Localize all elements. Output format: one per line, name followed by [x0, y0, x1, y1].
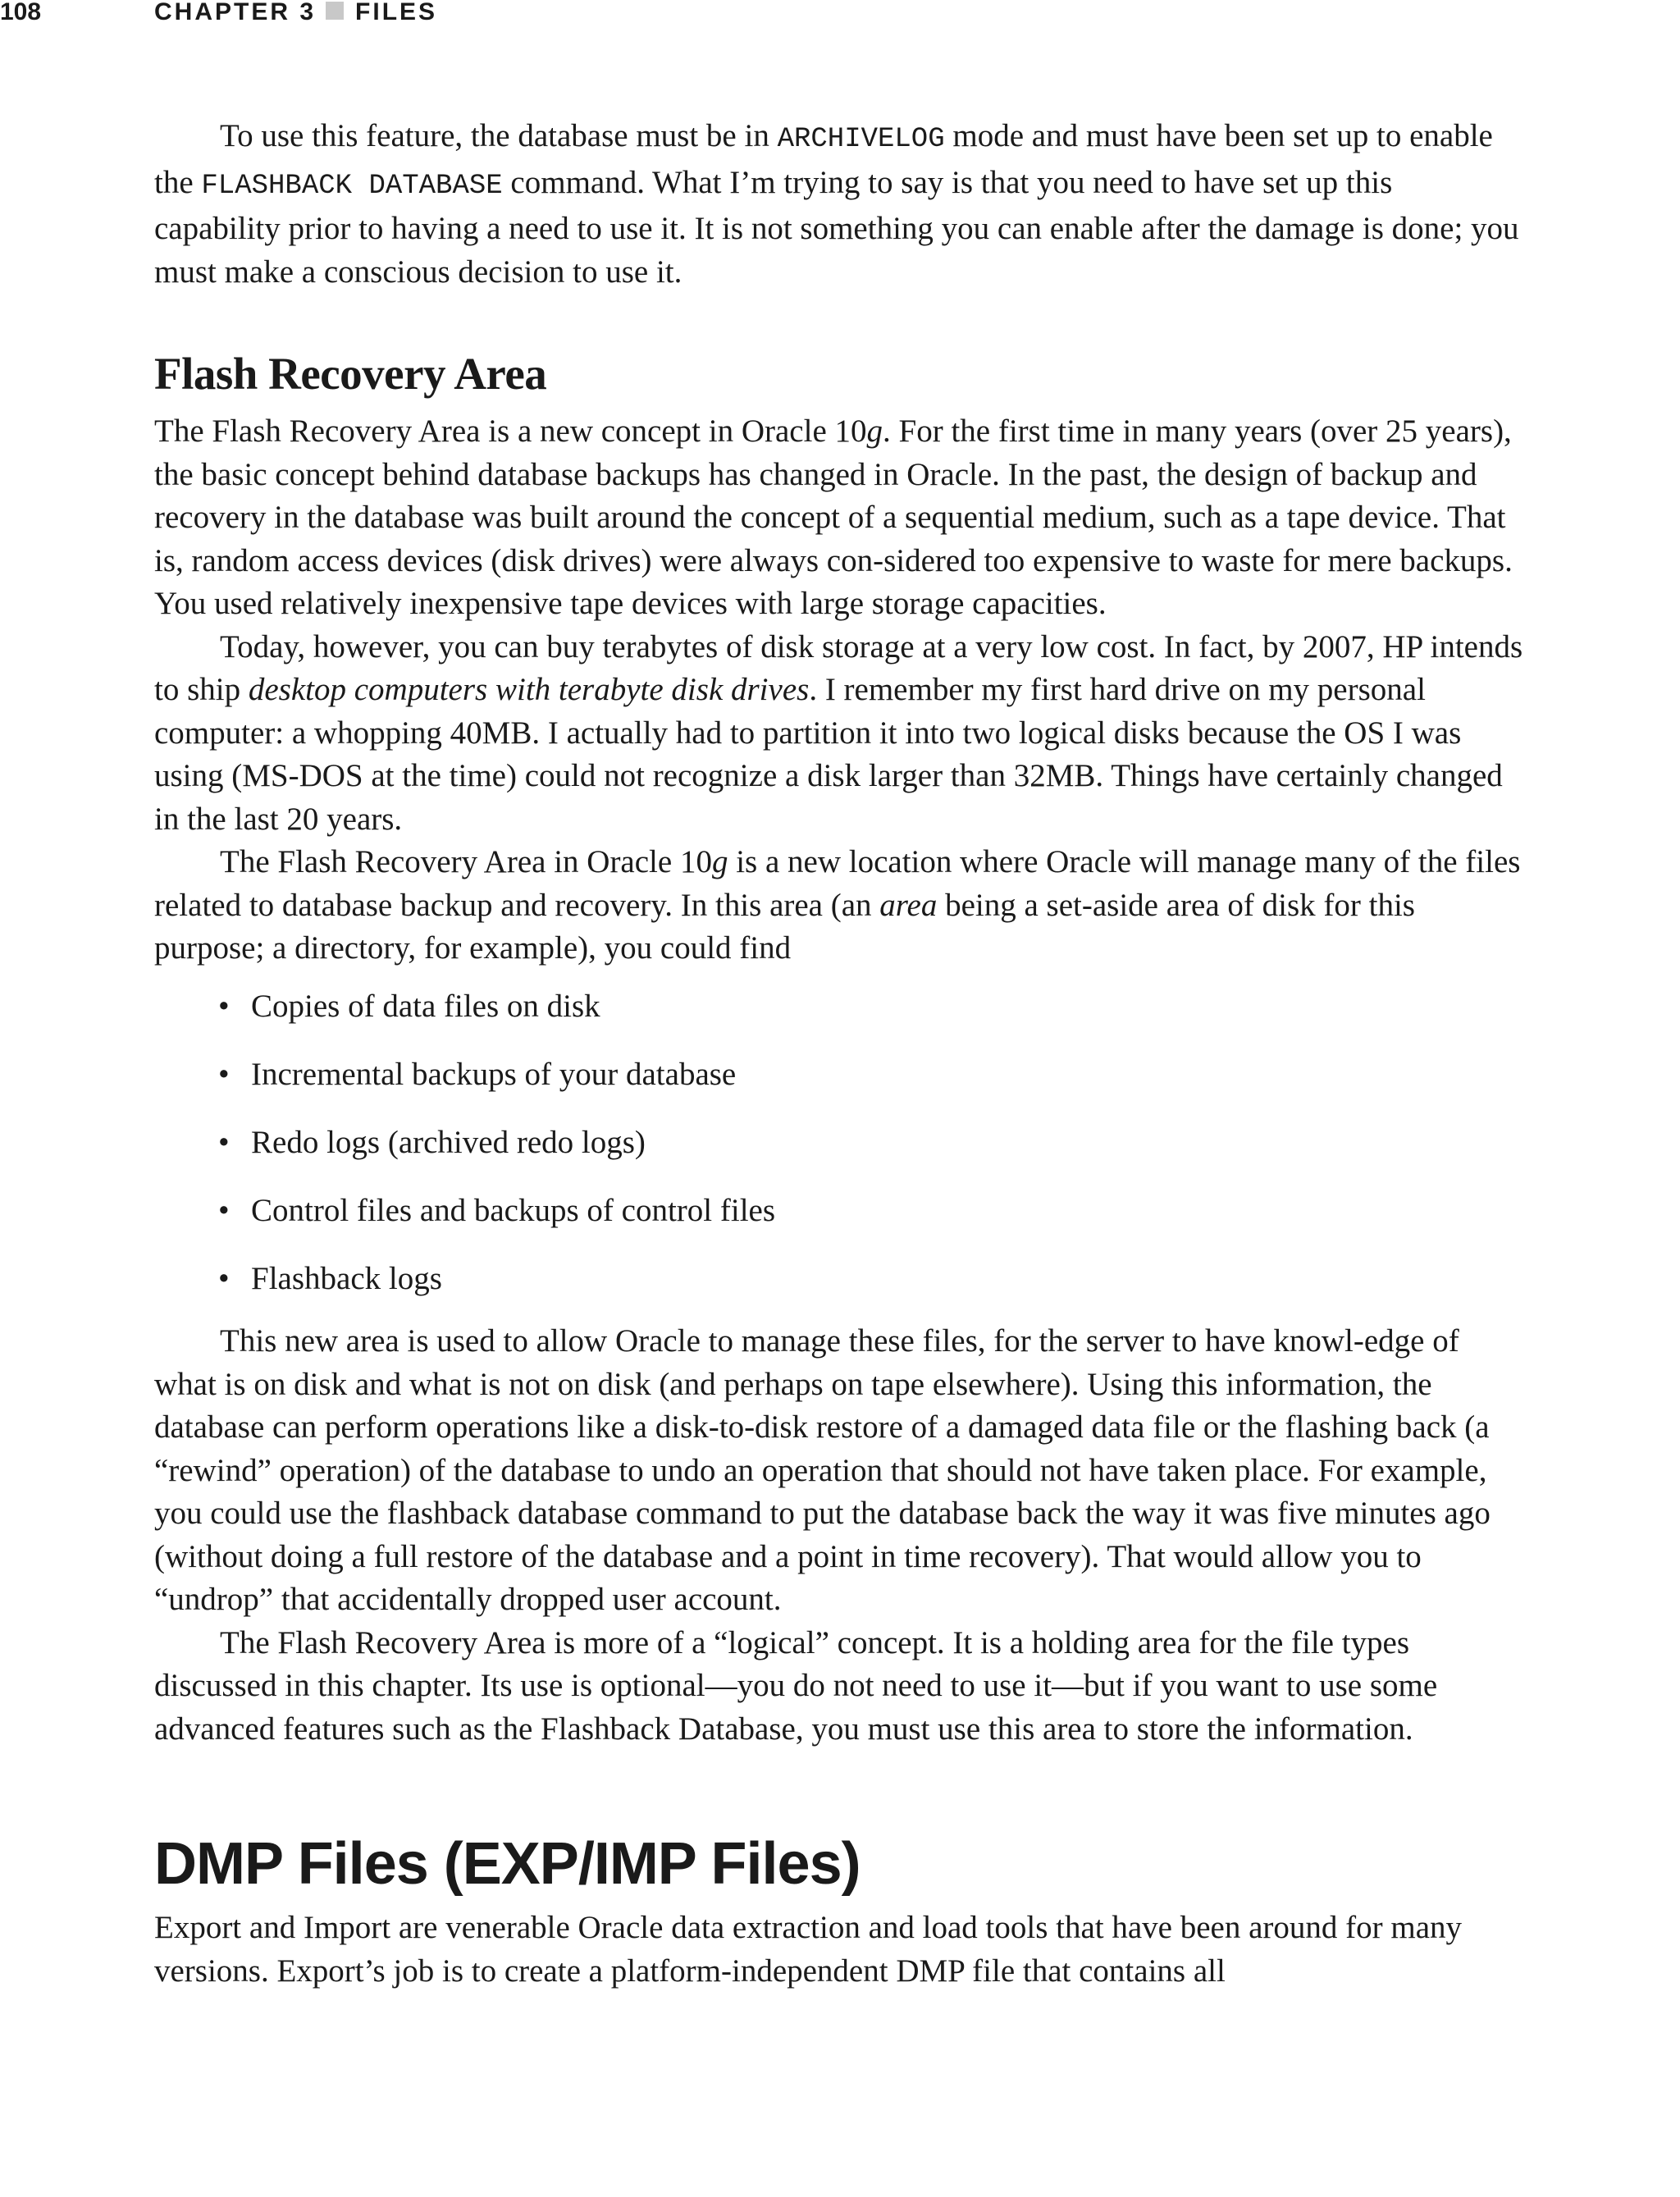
chapter-title: FILES [355, 0, 438, 25]
paragraph: The Flash Recovery Area in Oracle 10g is a new location where Oracle will manage many of the files related to database backup and recovery. In this area (an area being a set-aside area of disk for this purpose; a directory, for example), you could find [154, 844, 1521, 966]
bullet-icon: • [218, 1260, 230, 1296]
page-number: 108 [0, 0, 42, 25]
emphasis: desktop computers with terabyte disk drives [248, 672, 810, 707]
separator-square-icon [326, 2, 344, 20]
paragraph: This new area is used to allow Oracle to manage these files, for the server to have knowl-edge of what is on disk and what is not on disk (and perhaps on tape elsewhere). Using this information, the database can perform operations like a disk-to-disk restore of a damaged data file or the flashing back (a “rewind” operation) of the database to undo an operation that should not have taken place. For example, you could use the flashback database command to put the database back the way it was five minutes ago (without doing a full restore of the database and a point in time recovery). That would allow you to “undrop” that accidentally dropped user account. [154, 1323, 1491, 1617]
archivelog-code: ARCHIVELOG [777, 124, 945, 155]
list-item: • Copies of data files on disk [154, 985, 1526, 1029]
intro-paragraph: To use this feature, the database must be in ARCHIVELOG mode and must have been set up to enable the FLASHBACK DATABASE command. What I’m trying to say is that you need to have set up this capability prior to having a need to use it. It is not something you can enable after the damage is done; you must make a conscious decision to use it. [154, 118, 1519, 290]
paragraph: Today, however, you can buy terabytes of disk storage at a very low cost. In fact, by 2007, HP intends to ship desktop computers with terabyte disk drives. I remember my first hard drive on my personal computer: a whopping 40MB. I actually had to partition it into two logical disks because the OS I was using (MS-DOS at the time) could not recognize a disk larger than 32MB. Things have certainly changed in the last 20 years. [154, 628, 1523, 837]
list-item: • Flashback logs [154, 1258, 1526, 1301]
running-head [0, 0, 1680, 26]
bullet-list [154, 985, 1526, 1301]
paragraph: The Flash Recovery Area is a new concept in Oracle 10g. For the first time in many years (over 25 years), the basic concept behind database backups has changed in Oracle. In the past, the design of backup and recovery in the database was built around the concept of a sequential medium, such as a tape device. That is, random access devices (disk drives) were always con-sidered too expensive to waste for mere backups. You used relatively inexpensive tape devices with large storage capacities. [154, 413, 1513, 621]
page-body [154, 115, 1526, 1993]
bullet-icon: • [218, 1192, 230, 1228]
section-heading-dmp-files: DMP Files (EXP/IMP Files) [154, 1831, 861, 1897]
flashback-database-code: FLASHBACK DATABASE [201, 170, 503, 202]
paragraph: The Flash Recovery Area is more of a “logical” concept. It is a holding area for the file types discussed in this chapter. Its use is optional—you do not need to use it—but if you want to use some advanced features such as the Flashback Database, you must use this area to store the information. [154, 1624, 1438, 1747]
emphasis: area [879, 887, 938, 923]
section-heading-flash-recovery-area: Flash Recovery Area [154, 349, 547, 399]
list-item: • Control files and backups of control files [154, 1190, 1526, 1233]
bullet-icon: • [218, 988, 230, 1024]
list-item: • Incremental backups of your database [154, 1053, 1526, 1097]
bullet-icon: • [218, 1056, 230, 1092]
paragraph: Export and Import are venerable Oracle data extraction and load tools that have been around for many versions. Export’s job is to create a platform-independent DMP file that contains all [154, 1910, 1463, 1989]
chapter-number: CHAPTER 3 [154, 0, 317, 25]
bullet-icon: • [218, 1124, 230, 1160]
list-item: • Redo logs (archived redo logs) [154, 1121, 1526, 1165]
chapter-label [154, 0, 437, 25]
